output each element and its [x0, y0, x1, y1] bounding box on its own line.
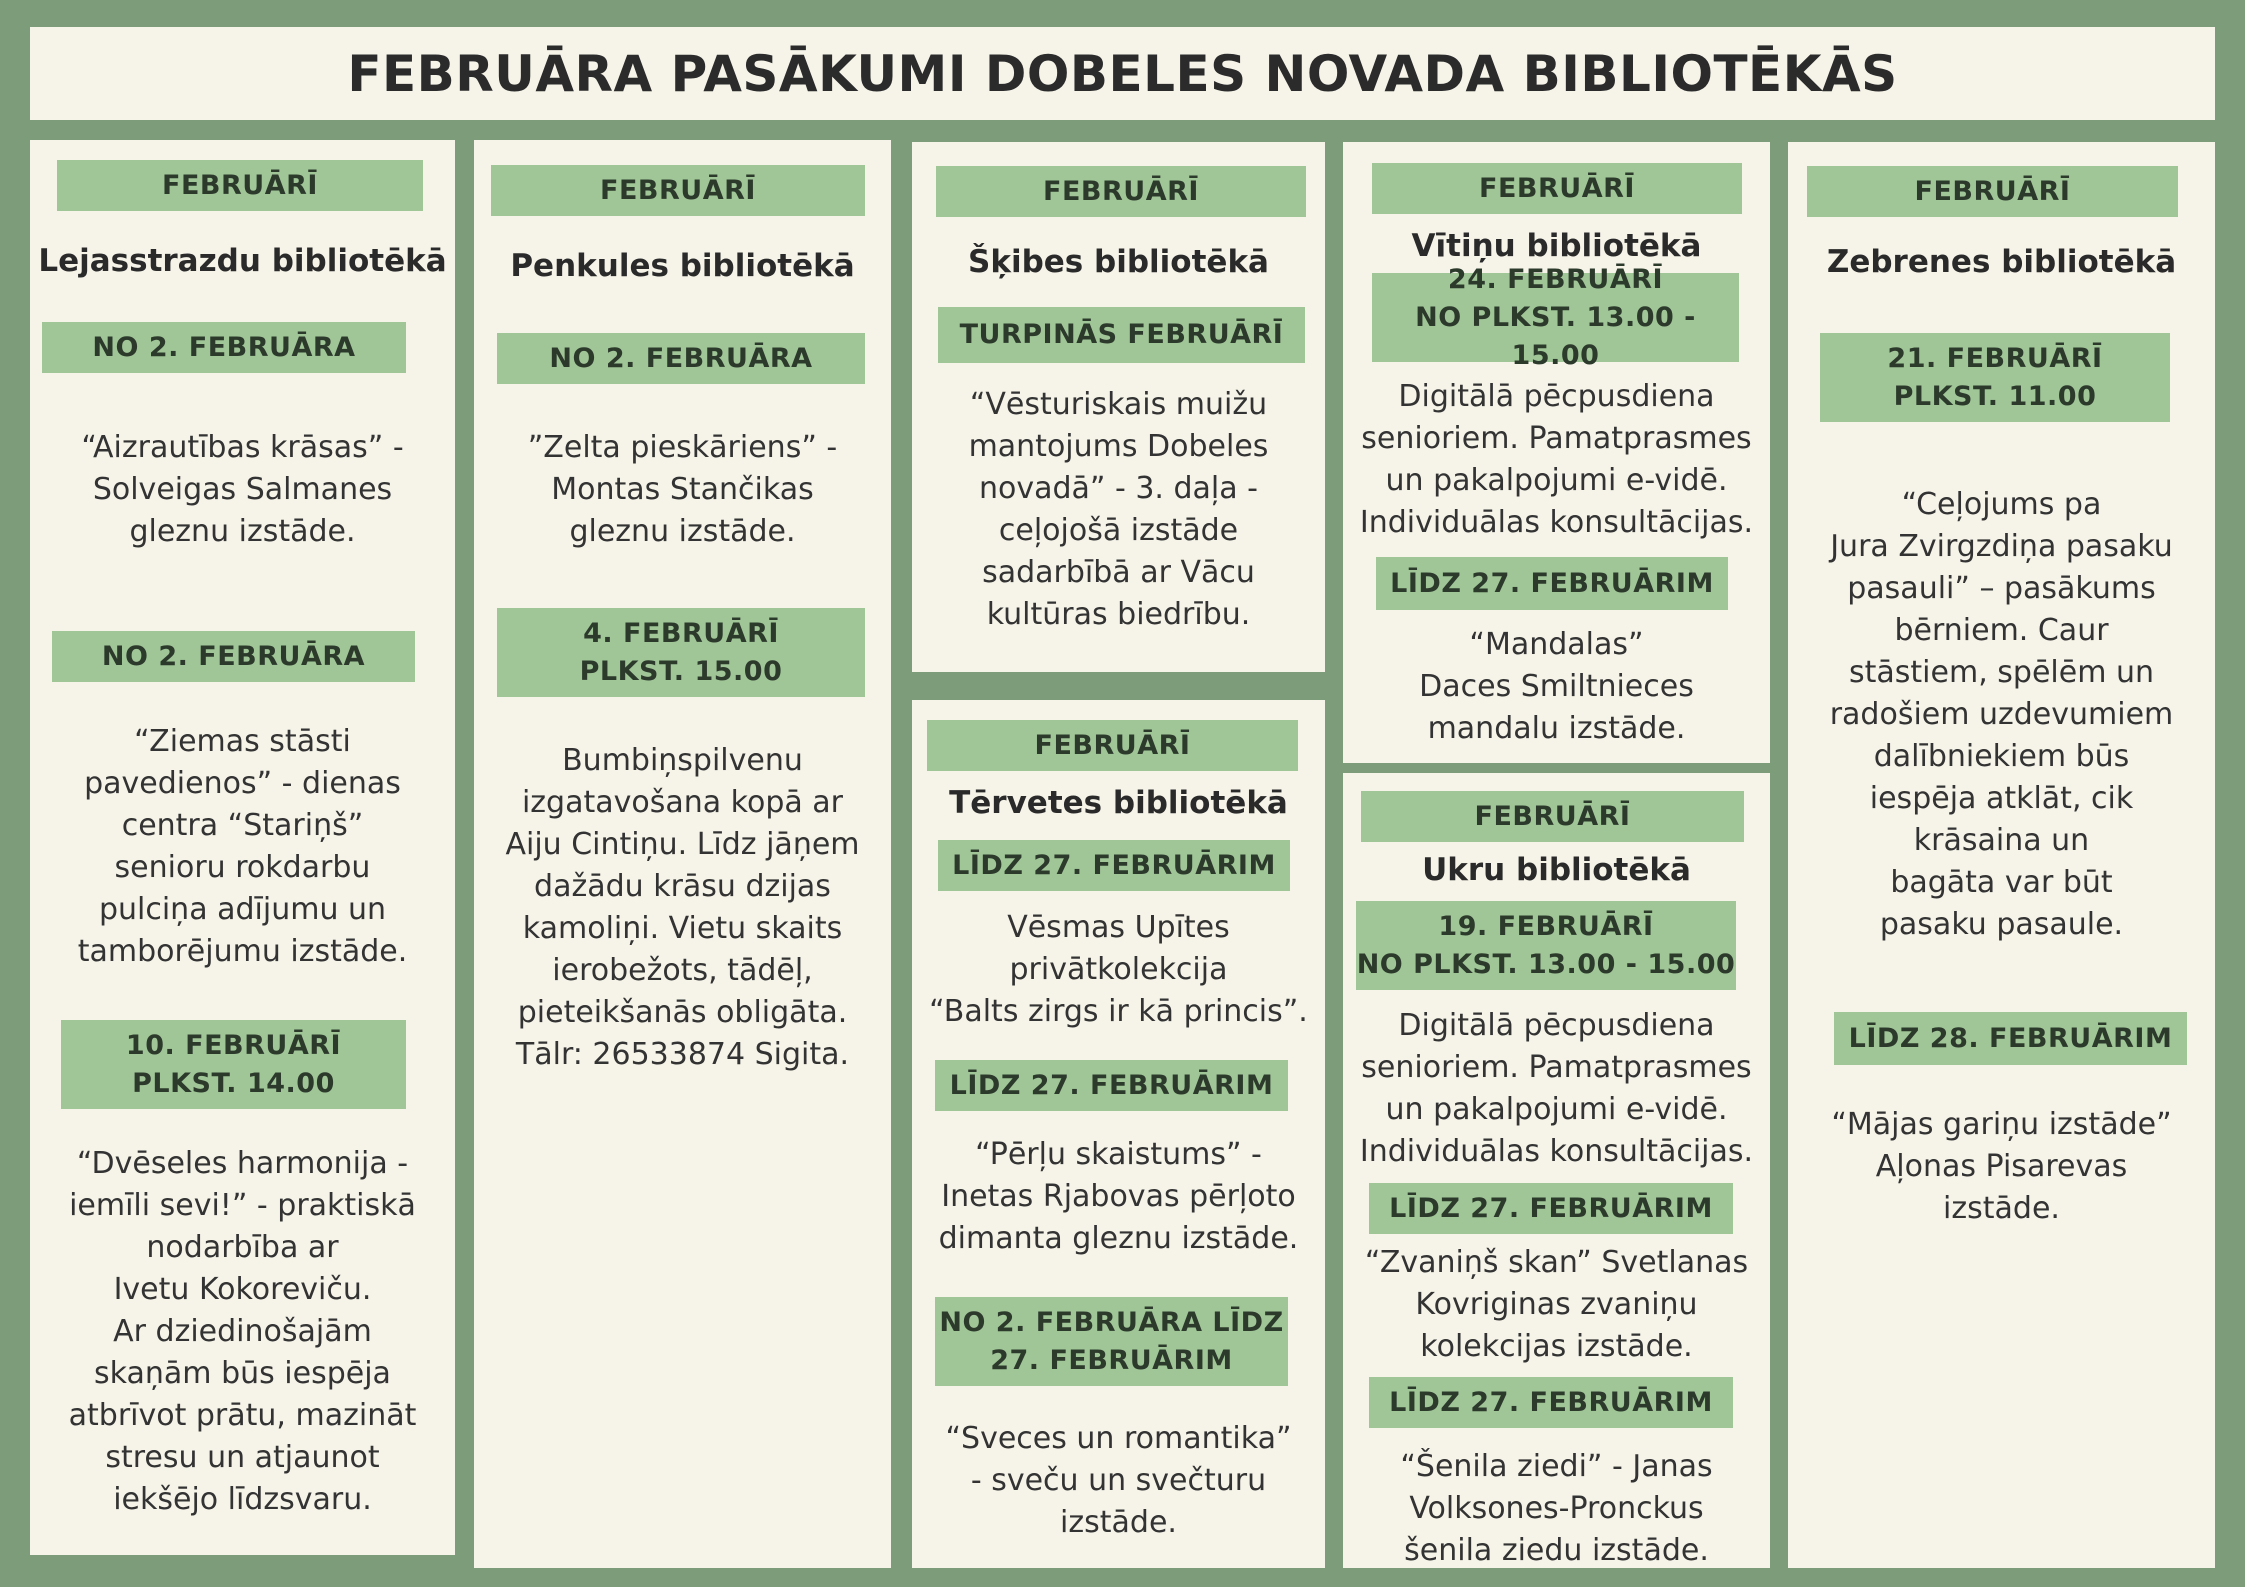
- month-tag: FEBRUĀRĪ: [1807, 166, 2178, 217]
- library-name: Tērvetes bibliotēkā: [949, 785, 1288, 821]
- event-date-tag: 4. FEBRUĀRĪ PLKST. 15.00: [497, 608, 865, 697]
- event-date-tag: LĪDZ 27. FEBRUĀRIM: [935, 1060, 1288, 1111]
- event-description: “Aizrautības krāsas” - Solveigas Salmanes gleznu izstāde.: [81, 430, 404, 549]
- event-date-tag: NO 2. FEBRUĀRA: [42, 322, 406, 373]
- event-date-tag: NO 2. FEBRUĀRA LĪDZ 27. FEBRUĀRIM: [935, 1297, 1288, 1386]
- month-tag: FEBRUĀRĪ: [927, 720, 1298, 771]
- event-description: “Sveces un romantika” - sveču un svečturu izstāde.: [945, 1421, 1292, 1540]
- event-date-tag: LĪDZ 27. FEBRUĀRIM: [1369, 1183, 1733, 1234]
- library-name: Lejasstrazdu bibliotēkā: [38, 243, 447, 279]
- month-tag: FEBRUĀRĪ: [57, 160, 423, 211]
- event-description: “Mājas gariņu izstāde” Aļonas Pisarevas izstāde.: [1831, 1107, 2172, 1226]
- event-date-tag: 21. FEBRUĀRĪ PLKST. 11.00: [1820, 333, 2170, 422]
- month-tag: FEBRUĀRĪ: [1372, 163, 1742, 214]
- library-name: Vītiņu bibliotēkā: [1411, 228, 1702, 264]
- event-description: “Zvaniņš skan” Svetlanas Kovriginas zvaniņu kolekcijas izstāde.: [1364, 1245, 1749, 1364]
- event-date-tag: TURPINĀS FEBRUĀRĪ: [938, 307, 1305, 363]
- event-description: Vēsmas Upītes privātkolekcija “Balts zirgs ir kā princis”.: [929, 910, 1308, 1029]
- event-date-tag: NO 2. FEBRUĀRA: [52, 631, 415, 682]
- event-date-tag: 19. FEBRUĀRĪ NO PLKST. 13.00 - 15.00: [1356, 901, 1736, 990]
- event-description: “Šenila ziedi” - Janas Volksones-Pronckus šenila ziedu izstāde.: [1400, 1449, 1713, 1568]
- month-tag: FEBRUĀRĪ: [491, 165, 865, 216]
- event-date-tag: NO 2. FEBRUĀRA: [497, 333, 865, 384]
- event-date-tag: LĪDZ 27. FEBRUĀRIM: [938, 840, 1290, 891]
- event-date-tag: 24. FEBRUĀRĪ NO PLKST. 13.00 - 15.00: [1372, 273, 1739, 362]
- event-description: Digitālā pēcpusdiena senioriem. Pamatprasmes un pakalpojumi e-vidē. Individuālas konsultācijas.: [1359, 1008, 1754, 1169]
- library-name: Zebrenes bibliotēkā: [1826, 244, 2177, 280]
- event-description: “Ziemas stāsti pavedienos” - dienas centra “Stariņš” senioru rokdarbu pulciņa adījumu un tamborējumu izstāde.: [77, 724, 408, 969]
- event-description: ”Zelta pieskāriens” - Montas Stančikas gleznu izstāde.: [527, 430, 838, 549]
- event-description: Digitālā pēcpusdiena senioriem. Pamatprasmes un pakalpojumi e-vidē. Individuālas konsultācijas.: [1359, 379, 1754, 540]
- page-header: [30, 27, 2215, 120]
- event-description: “Dvēseles harmonija - iemīli sevi!” - praktiskā nodarbība ar Ivetu Kokoreviču. Ar dziedinošajām skaņām būs iespēja atbrīvot prātu, mazināt stresu un atjaunot iekšējo līdzsvaru.: [68, 1146, 417, 1517]
- event-description: “Vēsturiskais muižu mantojums Dobeles novadā” - 3. daļa - ceļojošā izstāde sadarbībā ar Vācu kultūras biedrību.: [968, 387, 1269, 632]
- event-description: “Mandalas” Daces Smiltnieces mandalu izstāde.: [1419, 627, 1694, 746]
- event-date-tag: LĪDZ 27. FEBRUĀRIM: [1376, 557, 1728, 610]
- library-name: Ukru bibliotēkā: [1422, 852, 1691, 888]
- event-description: “Ceļojums pa Jura Zvirgzdiņa pasaku pasauli” – pasākums bērniem. Caur stāstiem, spēlēm un radošiem uzdevumiem dalībniekiem būs iespēja atklāt, cik krāsaina un bagāta var būt pasaku pasaule.: [1829, 487, 2174, 942]
- event-date-tag: 10. FEBRUĀRĪ PLKST. 14.00: [61, 1020, 406, 1109]
- event-description: “Pērļu skaistums” - Inetas Rjabovas pērļoto dimanta gleznu izstāde.: [938, 1137, 1299, 1256]
- event-description: Bumbiņspilvenu izgatavošana kopā ar Aiju Cintiņu. Līdz jāņem dažādu krāsu dzijas kamoliņi. Vietu skaits ierobežots, tādēļ, pieteikšanās obligāta. Tālr: 26533874 Sigita.: [505, 743, 860, 1072]
- library-name: Šķibes bibliotēkā: [968, 244, 1269, 280]
- month-tag: FEBRUĀRĪ: [936, 166, 1306, 217]
- library-name: Penkules bibliotēkā: [510, 248, 855, 284]
- page-title: FEBRUĀRA PASĀKUMI DOBELES NOVADA BIBLIOTĒKĀS: [347, 44, 1898, 103]
- month-tag: FEBRUĀRĪ: [1361, 791, 1744, 842]
- event-date-tag: LĪDZ 28. FEBRUĀRIM: [1834, 1012, 2187, 1065]
- event-date-tag: LĪDZ 27. FEBRUĀRIM: [1369, 1377, 1733, 1428]
